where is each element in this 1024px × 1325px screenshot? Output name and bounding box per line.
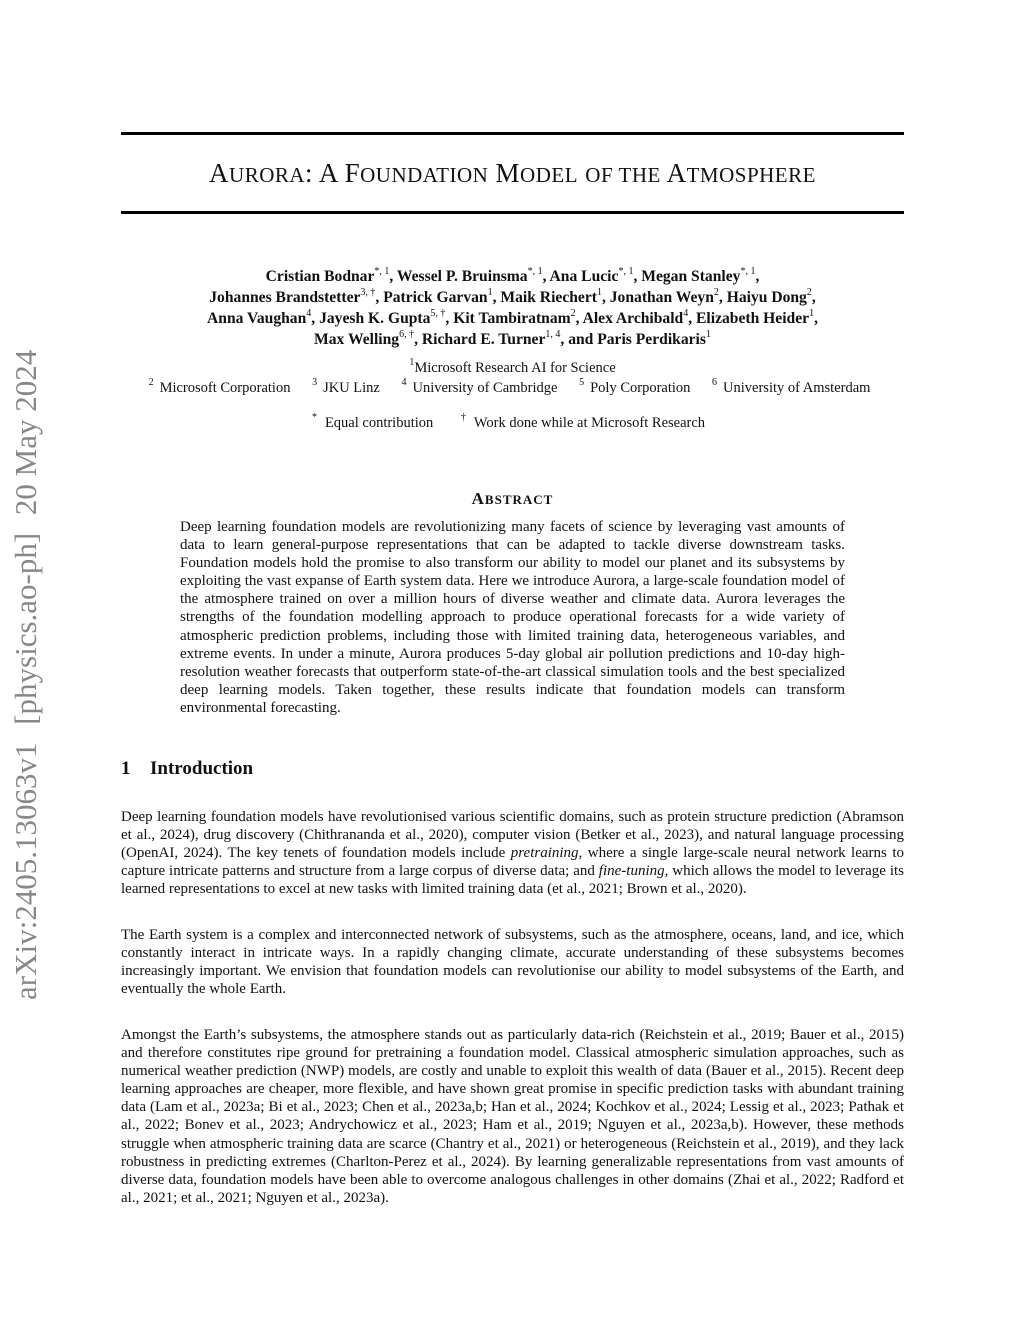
author-affiliation-marker: 1 bbox=[596, 286, 602, 298]
author-name: Alex Archibald bbox=[582, 310, 684, 327]
author-line bbox=[121, 266, 904, 287]
paper-title: AURORA: A FOUNDATION MODEL OF THE ATMOSPHERE bbox=[209, 158, 816, 188]
author-separator: , bbox=[633, 268, 642, 285]
author-name: Elizabeth Heider bbox=[696, 310, 810, 327]
author-affiliation-marker: *, 1 bbox=[618, 265, 634, 277]
author-notes bbox=[121, 412, 904, 432]
author-separator: , bbox=[601, 289, 610, 306]
paragraph-2: The Earth system is a complex and interconnected network of subsystems, such as the atmosphere, oceans, land, and ice, which constantly interact in intricate ways. In a rapidly changing climate, accurate understanding of these subsystems becomes increasingly important. We envision that foundation models can revolutionise our ability to model subsystems of the Earth, and eventually the whole Earth. bbox=[121, 927, 904, 998]
author-affiliation-marker: 1 bbox=[809, 307, 815, 319]
author-separator: , bbox=[311, 310, 320, 327]
affiliation: $^3$ JKU Linz bbox=[312, 377, 380, 396]
author-affiliation-marker: 4 bbox=[683, 307, 689, 319]
affiliation-list bbox=[121, 377, 904, 397]
author-name: Jayesh K. Gupta bbox=[319, 310, 431, 327]
author-separator: , bbox=[492, 289, 501, 306]
note-work-done: † Work done while at Microsoft Research bbox=[460, 412, 706, 431]
term-fine-tuning: fine-tuning bbox=[598, 863, 665, 880]
note-equal-contribution: * Equal contribution bbox=[311, 412, 434, 431]
affiliation: $^4$ University of Cambridge bbox=[401, 377, 558, 396]
author-affiliation-marker: 1, 4 bbox=[545, 328, 561, 340]
author-name: Johannes Brandstetter bbox=[209, 289, 361, 306]
term-pretraining: pretraining bbox=[510, 845, 579, 862]
arxiv-identifier bbox=[8, 340, 44, 1000]
section-number: 1 bbox=[121, 758, 131, 779]
author-affiliation-marker: 2 bbox=[570, 307, 576, 319]
author-line bbox=[121, 329, 904, 350]
paragraph-1: Deep learning foundation models have revolutionised various scientific domains, such as protein structure prediction (Abramson et al., 2024), drug discovery (Chithrananda et al., 2020), computer vision (Betker et al., 2023), and natural language processing (OpenAI, 2024). The key tenets of foundation models include pretraining, where a single large-scale neural network learns to capture intricate patterns and structure from a large corpus of diverse data; and fine-tuning, which allows the model to leverage its learned representations to excel at new tasks with limited training data (et al., 2021; Brown et al., 2020). bbox=[121, 809, 905, 898]
author-separator: , bbox=[389, 268, 397, 285]
author-affiliation-marker: *, 1 bbox=[740, 265, 756, 277]
affiliation: $^5$ Poly Corporation bbox=[579, 377, 691, 396]
author-separator: , bbox=[542, 268, 550, 285]
title-bottom-rule bbox=[121, 211, 904, 214]
author-name: Cristian Bodnar bbox=[265, 268, 375, 285]
author-name: Paris Perdikaris bbox=[597, 331, 706, 348]
author-affiliation-marker: 2 bbox=[806, 286, 812, 298]
author-name: Jonathan Weyn bbox=[609, 289, 714, 306]
arxiv-category: [physics.ao-ph] bbox=[8, 532, 43, 725]
author-name: Ana Lucic bbox=[549, 268, 619, 285]
author-affiliation-marker: 1 bbox=[705, 328, 711, 340]
author-separator: , bbox=[814, 310, 818, 327]
author-separator: , bbox=[755, 268, 760, 285]
author-name: Max Welling bbox=[314, 331, 400, 348]
author-affiliation-marker: 5, † bbox=[430, 307, 446, 319]
author-line bbox=[121, 287, 904, 308]
author-name: Maik Riechert bbox=[500, 289, 597, 306]
author-separator: , and bbox=[560, 331, 598, 348]
arxiv-date: 20 May 2024 bbox=[8, 349, 43, 516]
author-affiliation-marker: 2 bbox=[713, 286, 719, 298]
author-name: Haiyu Dong bbox=[726, 289, 807, 306]
author-line bbox=[121, 308, 904, 329]
author-name: Megan Stanley bbox=[641, 268, 741, 285]
author-affiliation-marker: 1 bbox=[487, 286, 493, 298]
paragraph-3: Amongst the Earth’s subsystems, the atmosphere stands out as particularly data-rich (Reichstein et al., 2019; Bauer et al., 2015) and therefore constitutes ripe ground for pretraining a foundation model. Classical atmospheric simulation approaches, such as numerical weather prediction (NWP) models, are costly and unable to exploit this wealth of data (Bauer et al., 2015). Recent deep learning approaches are cheaper, more flexible, and have shown great promise in specific prediction tasks with abundant training data (Lam et al., 2023a; Bi et al., 2023; Chen et al., 2023a,b; Han et al., 2024; Kochkov et al., 2024; Lessig et al., 2023; Pathak et al., 2022; Bonev et al., 2023; Andrychowicz et al., 2023; Ham et al., 2019; Nguyen et al., 2023a,b). However, these methods struggle when atmospheric training data are scarce (Chantry et al., 2021) or heterogeneous (Reichstein et al., 2019), and they lack robustness in predicting extremes (Charlton-Perez et al., 2024). By learning generalizable representations from vast amounts of diverse data, foundation models have been able to overcome analogous challenges in other domains (Zhai et al., 2022; Radford et al., 2021; et al., 2021; Nguyen et al., 2023a). bbox=[121, 1027, 904, 1206]
author-separator: , bbox=[575, 310, 583, 327]
affiliation: $^2$ Microsoft Corporation bbox=[148, 377, 291, 396]
author-affiliation-marker: *, 1 bbox=[374, 265, 390, 277]
author-name: Wessel P. Bruinsma bbox=[396, 268, 528, 285]
author-affiliation-marker: *, 1 bbox=[527, 265, 543, 277]
author-name: Kit Tambiratnam bbox=[453, 310, 571, 327]
author-separator: , bbox=[445, 310, 454, 327]
affiliation: $^6$ University of Amsterdam bbox=[712, 377, 871, 396]
abstract-heading: ABSTRACT bbox=[471, 489, 554, 508]
title-top-rule bbox=[121, 132, 904, 135]
affiliation-primary: $^1$Microsoft Research AI for Science bbox=[409, 357, 616, 376]
author-name: Richard E. Turner bbox=[421, 331, 546, 348]
author-name: Patrick Garvan bbox=[383, 289, 488, 306]
arxiv-id: arXiv:2405.13063v1 bbox=[8, 742, 43, 1000]
section-title: Introduction bbox=[150, 758, 254, 779]
author-name: Anna Vaughan bbox=[207, 310, 307, 327]
author-affiliation-marker: 6, † bbox=[399, 328, 415, 340]
author-separator: , bbox=[718, 289, 727, 306]
author-affiliation-marker: 4 bbox=[306, 307, 312, 319]
author-separator: , bbox=[375, 289, 384, 306]
author-list bbox=[121, 266, 904, 350]
author-separator: , bbox=[414, 331, 422, 348]
section-heading bbox=[121, 758, 253, 780]
author-separator: , bbox=[688, 310, 697, 327]
abstract-text: Deep learning foundation models are revolutionizing many facets of science by leveraging vast amounts of data to learn general-purpose representations that can be adapted to tackle diverse downstream tasks. Foundation models hold the promise to also transform our ability to model our planet and its subsystems by exploiting the vast expanse of Earth system data. Here we introduce Aurora, a large-scale foundation model of the atmosphere trained on over a million hours of diverse weather and climate data. Aurora leverages the strengths of the foundation modelling approach to produce operational forecasts for a wide variety of atmospheric prediction problems, including those with limited training data, heterogeneous variables, and extreme events. In under a minute, Aurora produces 5-day global air pollution predictions and 10-day high-resolution weather forecasts that outperform state-of-the-art classical simulation tools and the best specialized deep learning models. Taken together, these results indicate that foundation models can transform environmental forecasting. bbox=[180, 519, 845, 716]
author-separator: , bbox=[811, 289, 816, 306]
author-affiliation-marker: 3, † bbox=[360, 286, 376, 298]
